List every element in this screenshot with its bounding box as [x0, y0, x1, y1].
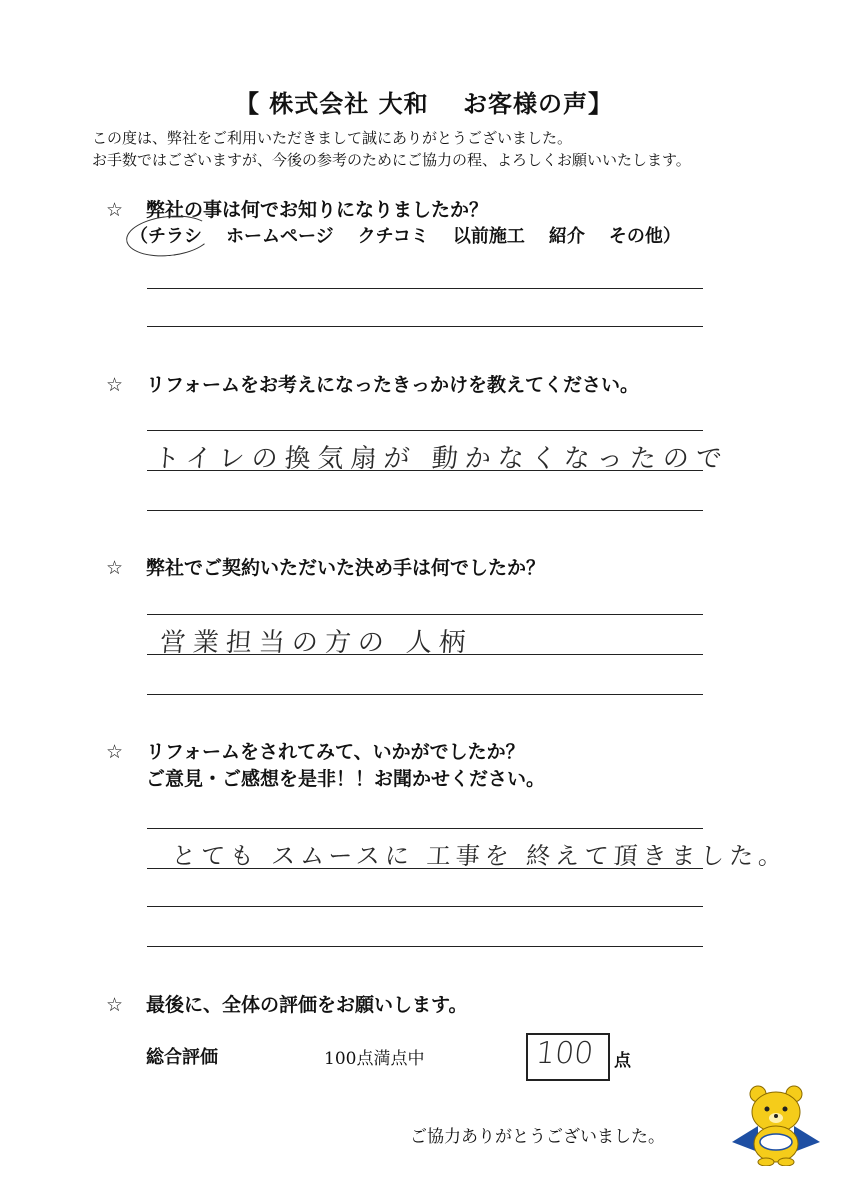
intro-line-1: この度は、弊社をご利用いただきまして誠にありがとうございました。	[92, 129, 573, 147]
answer-line	[147, 828, 703, 829]
option-referral: 紹介	[548, 226, 585, 247]
star-icon: ☆	[106, 557, 124, 579]
option-homepage: ホームページ	[226, 226, 334, 247]
closing-message: ご協力ありがとうございました。	[410, 1127, 665, 1147]
score-handwriting: 100	[534, 1036, 596, 1071]
question-5	[106, 990, 467, 1017]
question-2-text: リフォームをお考えになったきっかけを教えてください。	[146, 374, 640, 396]
question-1-text: 弊社の事は何でお知りになりましたか？	[146, 199, 489, 221]
overall-rating-label: 総合評価	[146, 1047, 218, 1068]
answer-3-handwriting: 営業担当の方の 人柄	[158, 628, 474, 658]
answer-line	[147, 946, 703, 947]
answer-4-handwriting: とても スムースに 工事を 終えて頂きました。	[170, 842, 789, 870]
answer-line	[147, 654, 703, 655]
intro-line-2: お手数ではございますが、今後の参考のためにご協力の程、よろしくお願いいたします。	[92, 151, 691, 169]
answer-line	[147, 326, 703, 327]
page-title: 【 株式会社 大和 お客様の声】	[234, 90, 614, 118]
source-options	[130, 222, 681, 248]
star-icon: ☆	[106, 994, 124, 1016]
question-3	[106, 553, 545, 580]
answer-line	[147, 868, 703, 869]
answer-line	[147, 288, 703, 289]
star-icon: ☆	[106, 741, 124, 763]
question-4	[106, 737, 525, 764]
question-2	[106, 370, 639, 397]
question-4-text-2: ご意見・ご感想を是非！！お聞かせください。	[146, 768, 546, 790]
score-unit: 点	[614, 1051, 631, 1071]
answer-line	[147, 614, 703, 615]
bear-mascot-icon	[728, 1082, 824, 1166]
answer-line	[147, 430, 703, 431]
answer-line	[147, 470, 703, 471]
answer-line	[147, 906, 703, 907]
answer-2-handwriting: トイレの換気扇が 動かなくなったので	[152, 444, 730, 474]
question-3-text: 弊社でご契約いただいた決め手は何でしたか？	[146, 557, 546, 579]
answer-line	[147, 694, 703, 695]
answer-line	[147, 510, 703, 511]
star-icon: ☆	[106, 199, 124, 221]
rating-scale-text: 100点満点中	[324, 1049, 425, 1069]
option-other: その他）	[608, 226, 681, 247]
option-previous-work: 以前施工	[452, 226, 525, 247]
star-icon: ☆	[106, 374, 124, 396]
option-flyer: （チラシ	[130, 226, 202, 247]
option-word-of-mouth: クチコミ	[357, 226, 429, 247]
question-4-text-1: リフォームをされてみて、いかがでしたか？	[146, 741, 525, 763]
question-5-text: 最後に、全体の評価をお願いします。	[146, 994, 468, 1016]
